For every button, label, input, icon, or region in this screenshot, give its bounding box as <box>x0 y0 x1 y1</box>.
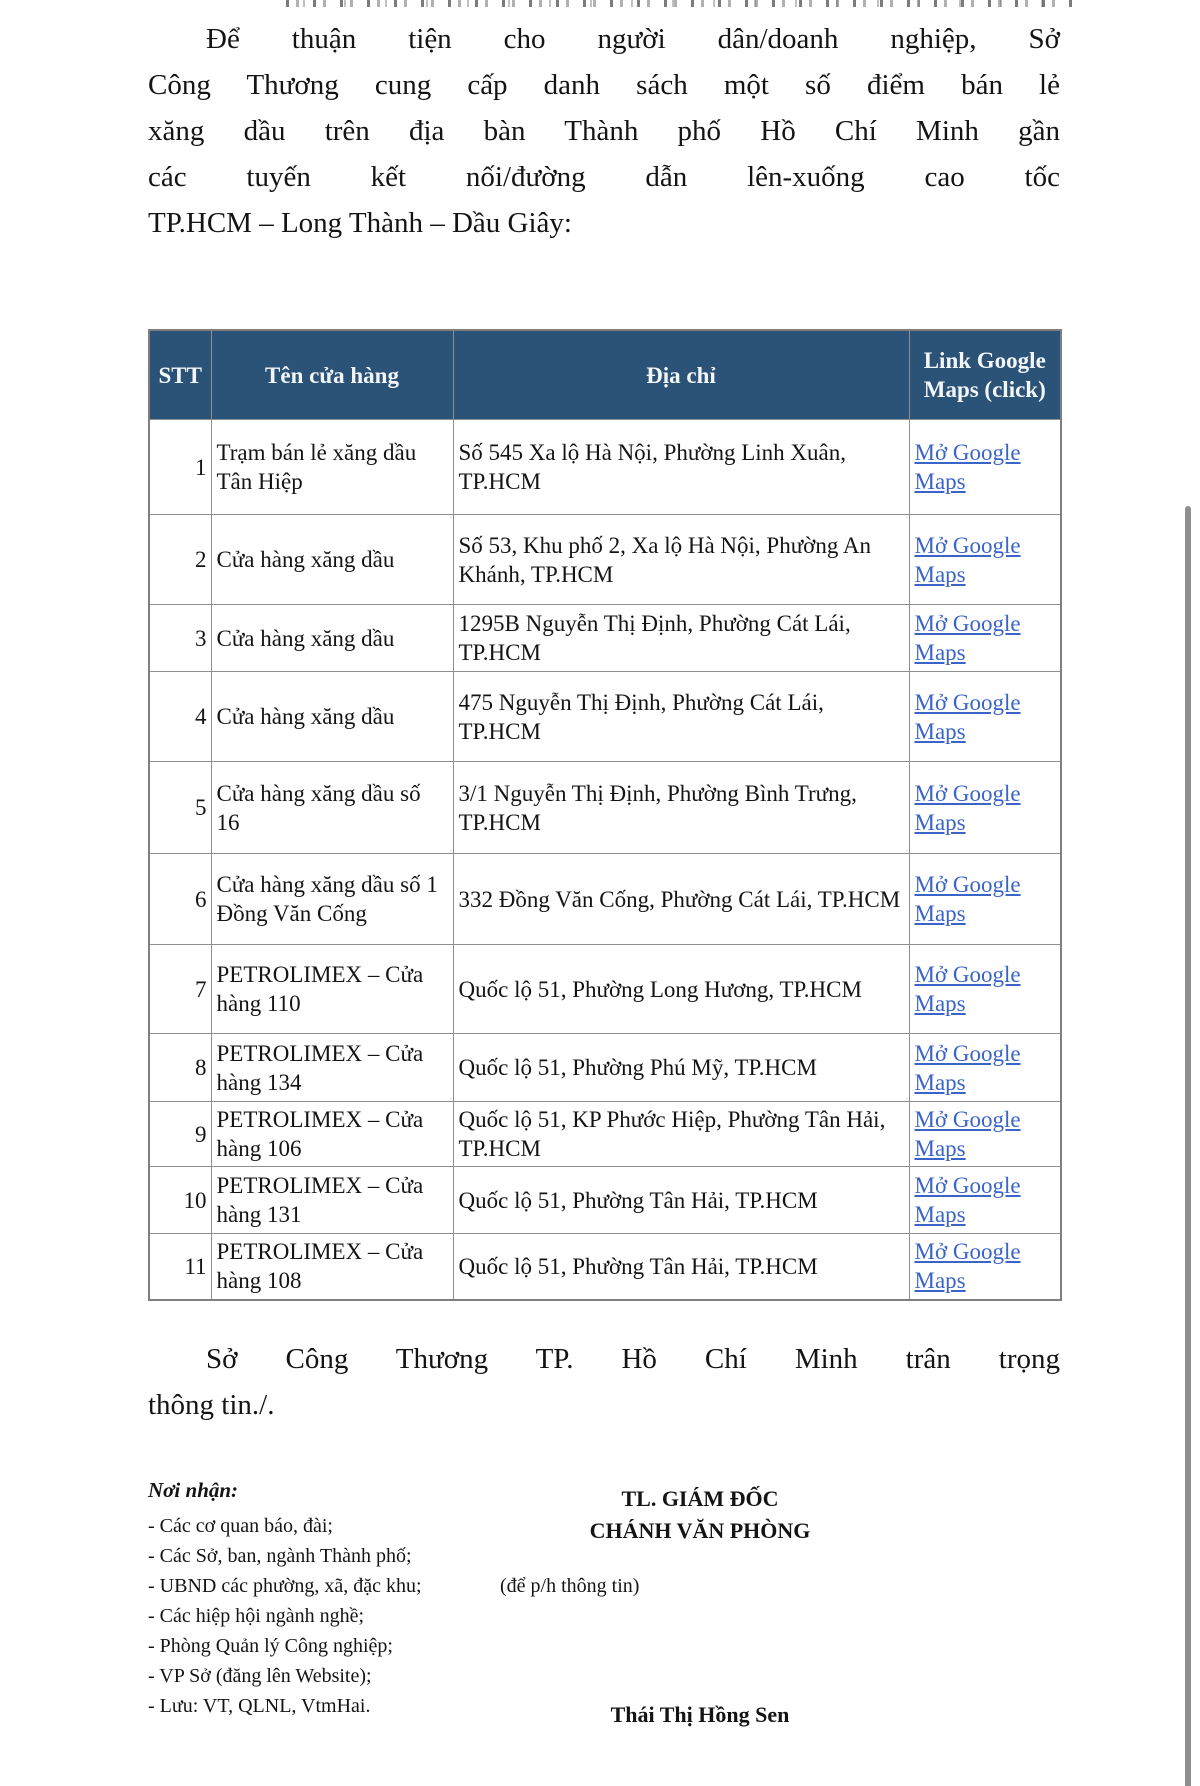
address-cell: 332 Đồng Văn Cống, Phường Cát Lái, TP.HCM <box>453 854 909 945</box>
open-google-maps-link[interactable]: Mở Google Maps <box>914 780 1021 835</box>
stt-cell: 1 <box>149 420 211 515</box>
recipient-item <box>148 1631 608 1661</box>
table-row <box>149 515 1061 605</box>
maps-link-cell <box>909 1102 1061 1167</box>
recipients-note: (để p/h thông tin) <box>500 1575 640 1597</box>
paragraph-line: thông tin./. <box>148 1389 275 1421</box>
recipient-text: - Các Sở, ban, ngành Thành phố; <box>148 1545 412 1567</box>
recipient-item <box>148 1661 608 1691</box>
maps-link-cell <box>909 1034 1061 1102</box>
recipient-text: - Các cơ quan báo, đài; <box>148 1515 333 1537</box>
stt-cell: 2 <box>149 515 211 605</box>
paragraph-line: các tuyến kết nối/đường dẫn lên-xuống cao tốc <box>148 161 1060 193</box>
open-google-maps-link[interactable]: Mở Google Maps <box>914 1040 1021 1095</box>
maps-link-cell <box>909 515 1061 605</box>
table-row <box>149 1102 1061 1167</box>
table-row <box>149 420 1061 515</box>
recipients-title: Nơi nhận: <box>148 1478 239 1502</box>
table-row <box>149 605 1061 672</box>
address-cell: Quốc lộ 51, KP Phước Hiệp, Phường Tân Hải, TP.HCM <box>453 1102 909 1167</box>
table-header-stt: STT <box>149 330 211 420</box>
maps-link-cell <box>909 420 1061 515</box>
gas-stations-table <box>148 329 1062 1301</box>
intro-paragraph <box>148 16 1060 246</box>
scrollbar-thumb[interactable] <box>1185 506 1191 1786</box>
recipient-text: - UBND các phường, xã, đặc khu; <box>148 1575 422 1597</box>
recipient-text: - Phòng Quản lý Công nghiệp; <box>148 1635 393 1657</box>
store-name-cell: PETROLIMEX – Cửa hàng 131 <box>211 1167 453 1234</box>
maps-link-cell <box>909 605 1061 672</box>
recipient-text: - Lưu: VT, QLNL, VtmHai. <box>148 1695 371 1717</box>
table-row <box>149 672 1061 762</box>
signature-role-line-1: TL. GIÁM ĐỐC <box>621 1486 779 1511</box>
table-header-maps-link: Link Google Maps (click) <box>909 330 1061 420</box>
open-google-maps-link[interactable]: Mở Google Maps <box>914 962 1021 1016</box>
recipient-text: - VP Sở (đăng lên Website); <box>148 1665 372 1687</box>
store-name-cell: Cửa hàng xăng dầu <box>211 672 453 762</box>
paragraph-line: TP.HCM – Long Thành – Dầu Giây: <box>148 207 572 239</box>
address-cell: 1295B Nguyễn Thị Định, Phường Cát Lái, TP.HCM <box>453 605 909 672</box>
open-google-maps-link[interactable]: Mở Google Maps <box>914 872 1021 926</box>
stt-cell: 8 <box>149 1034 211 1102</box>
table-row <box>149 945 1061 1034</box>
maps-link-cell <box>909 762 1061 854</box>
maps-link-cell <box>909 1234 1061 1300</box>
maps-link-cell <box>909 945 1061 1034</box>
address-cell: Số 53, Khu phố 2, Xa lộ Hà Nội, Phường An Khánh, TP.HCM <box>453 515 909 605</box>
signature-role-line-2: CHÁNH VĂN PHÒNG <box>589 1518 811 1543</box>
maps-link-cell <box>909 854 1061 945</box>
maps-link-cell <box>909 672 1061 762</box>
table-header-store-name: Tên cửa hàng <box>211 330 453 420</box>
table-row <box>149 1167 1061 1234</box>
table-row <box>149 1234 1061 1300</box>
store-name-cell: Trạm bán lẻ xăng dầu Tân Hiệp <box>211 420 453 515</box>
signer-name: Thái Thị Hồng Sen <box>610 1702 790 1727</box>
address-cell: 475 Nguyễn Thị Định, Phường Cát Lái, TP.HCM <box>453 672 909 762</box>
open-google-maps-link[interactable]: Mở Google Maps <box>914 1107 1021 1161</box>
address-cell: Số 545 Xa lộ Hà Nội, Phường Linh Xuân, TP.HCM <box>453 420 909 515</box>
open-google-maps-link[interactable]: Mở Google Maps <box>914 532 1021 587</box>
open-google-maps-link[interactable]: Mở Google Maps <box>914 611 1021 665</box>
stt-cell: 5 <box>149 762 211 854</box>
address-cell: Quốc lộ 51, Phường Long Hương, TP.HCM <box>453 945 909 1034</box>
address-cell: Quốc lộ 51, Phường Phú Mỹ, TP.HCM <box>453 1034 909 1102</box>
open-google-maps-link[interactable]: Mở Google Maps <box>914 440 1021 494</box>
stt-cell: 7 <box>149 945 211 1034</box>
store-name-cell: Cửa hàng xăng dầu <box>211 605 453 672</box>
paragraph-line: xăng dầu trên địa bàn Thành phố Hồ Chí Minh gần <box>148 115 1060 147</box>
recipient-text: - Các hiệp hội ngành nghề; <box>148 1605 365 1627</box>
stt-cell: 3 <box>149 605 211 672</box>
stt-cell: 9 <box>149 1102 211 1167</box>
paragraph-line: Để thuận tiện cho người dân/doanh nghiệp, Sở <box>206 23 1060 55</box>
store-name-cell: PETROLIMEX – Cửa hàng 134 <box>211 1034 453 1102</box>
address-cell: Quốc lộ 51, Phường Tân Hải, TP.HCM <box>453 1234 909 1300</box>
address-cell: Quốc lộ 51, Phường Tân Hải, TP.HCM <box>453 1167 909 1234</box>
stt-cell: 6 <box>149 854 211 945</box>
closing-paragraph <box>148 1336 1060 1428</box>
store-name-cell: PETROLIMEX – Cửa hàng 110 <box>211 945 453 1034</box>
signature-block <box>520 1483 880 1547</box>
store-name-cell: Cửa hàng xăng dầu số 1 Đồng Văn Cống <box>211 854 453 945</box>
table-row <box>149 762 1061 854</box>
stt-cell: 4 <box>149 672 211 762</box>
table-header-address: Địa chỉ <box>453 330 909 420</box>
table-row <box>149 854 1061 945</box>
open-google-maps-link[interactable]: Mở Google Maps <box>914 1239 1021 1294</box>
store-name-cell: Cửa hàng xăng dầu <box>211 515 453 605</box>
address-cell: 3/1 Nguyễn Thị Định, Phường Bình Trưng, TP.HCM <box>453 762 909 854</box>
table-row <box>149 1034 1061 1102</box>
open-google-maps-link[interactable]: Mở Google Maps <box>914 1173 1021 1227</box>
paragraph-line: Công Thương cung cấp danh sách một số điểm bán lẻ <box>148 69 1060 101</box>
open-google-maps-link[interactable]: Mở Google Maps <box>914 689 1021 744</box>
stt-cell: 10 <box>149 1167 211 1234</box>
stt-cell: 11 <box>149 1234 211 1300</box>
maps-link-cell <box>909 1167 1061 1234</box>
paragraph-line: Sở Công Thương TP. Hồ Chí Minh trân trọng <box>206 1343 1060 1375</box>
table-header-row <box>149 330 1061 420</box>
recipient-item <box>148 1601 608 1631</box>
recipient-item <box>148 1571 640 1601</box>
store-name-cell: PETROLIMEX – Cửa hàng 108 <box>211 1234 453 1300</box>
clipped-text-top <box>286 0 1078 7</box>
store-name-cell: PETROLIMEX – Cửa hàng 106 <box>211 1102 453 1167</box>
store-name-cell: Cửa hàng xăng dầu số 16 <box>211 762 453 854</box>
